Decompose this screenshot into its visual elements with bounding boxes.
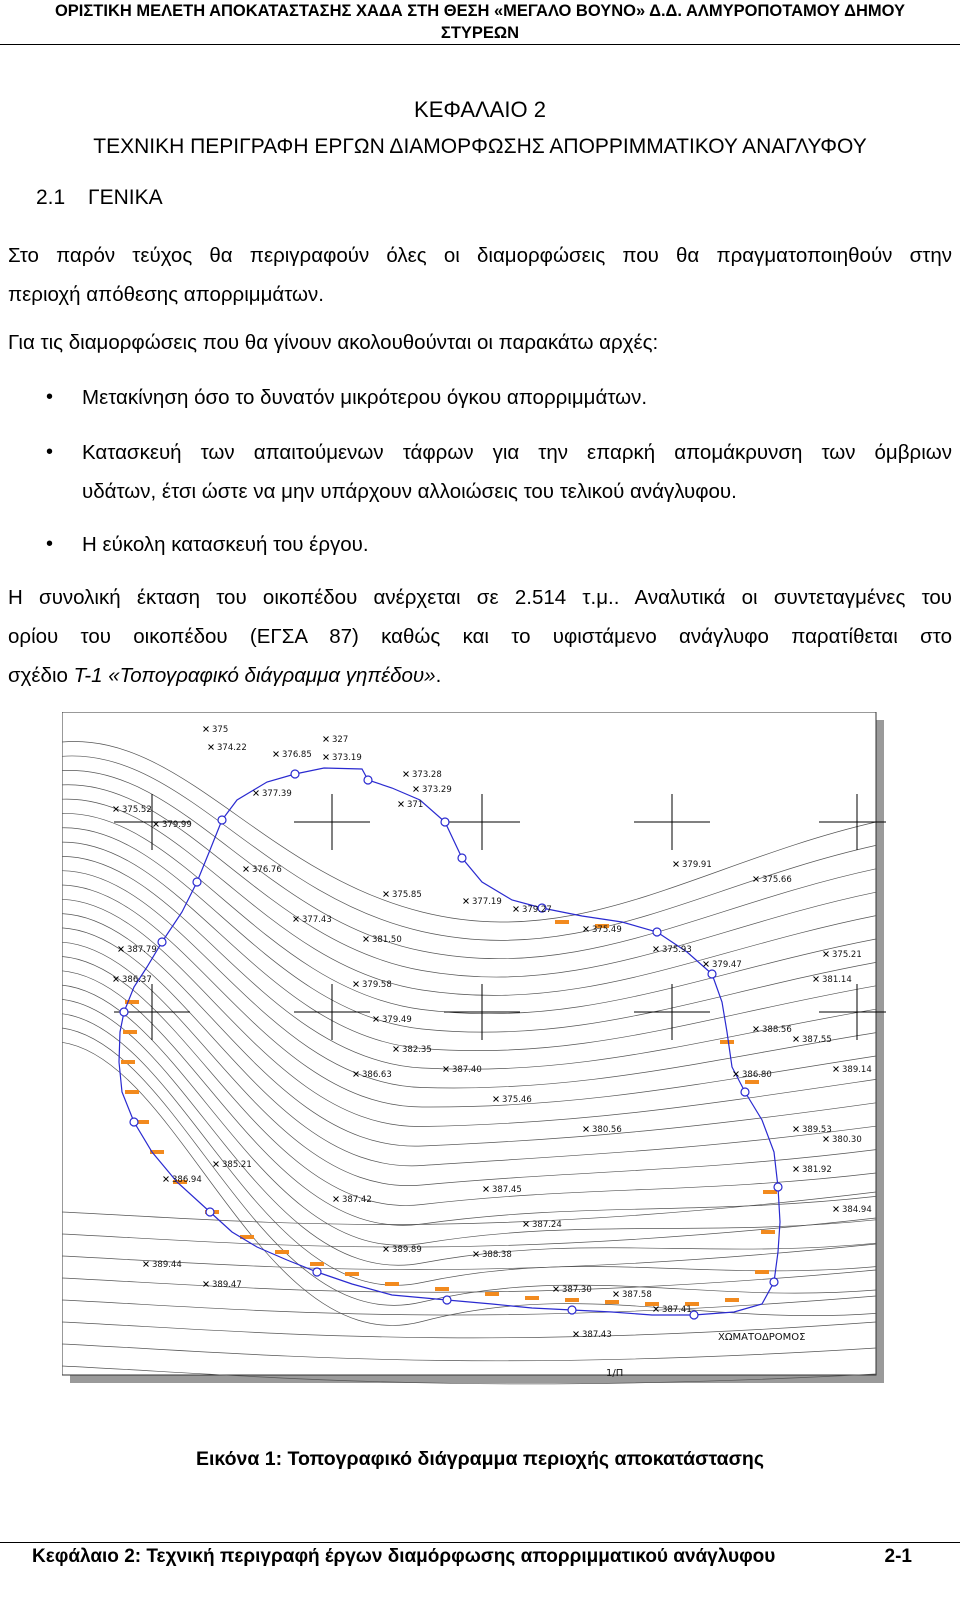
elevation-label: 386.63 xyxy=(362,1070,392,1080)
bullet-line: Η εύκολη κατασκευή του έργου. xyxy=(82,533,369,556)
elevation-label: 389.89 xyxy=(392,1245,422,1255)
elevation-label: 384.94 xyxy=(842,1205,872,1215)
elevation-label: 380.56 xyxy=(592,1125,622,1135)
elevation-label: 375.93 xyxy=(662,945,692,955)
ditch-segment xyxy=(275,1250,289,1254)
elevation-label: 382.35 xyxy=(402,1045,432,1055)
elevation-label: 379.49 xyxy=(382,1015,412,1025)
elevation-label: 389.53 xyxy=(802,1125,832,1135)
elevation-label: 375.21 xyxy=(832,950,862,960)
ditch-segment xyxy=(761,1230,775,1234)
elevation-label: 387.58 xyxy=(622,1290,652,1300)
elevation-label: 387.41 xyxy=(662,1305,692,1315)
elevation-label: 387.40 xyxy=(452,1065,482,1075)
ditch-segment xyxy=(125,1090,139,1094)
elevation-label: 375.66 xyxy=(762,875,792,885)
boundary-vertex xyxy=(291,770,299,778)
elevation-label: 379.99 xyxy=(162,820,192,830)
paragraph-principles: Για τις διαμορφώσεις που θα γίνουν ακολουθούνται οι παρακάτω αρχές: xyxy=(8,331,659,354)
elevation-label: 376.76 xyxy=(252,865,282,875)
elevation-label: 373.29 xyxy=(422,785,452,795)
paragraph-line: Στο παρόν τεύχος θα περιγραφούν όλες οι διαμορφώσεις που θα πραγματοποιηθούν στην xyxy=(8,244,952,267)
boundary-vertex xyxy=(158,938,166,946)
bullet-line: Μετακίνηση όσο το δυνατόν μικρότερου όγκου απορριμμάτων. xyxy=(82,386,648,409)
ditch-segment xyxy=(565,1298,579,1302)
sheet-label: 1/Π xyxy=(606,1368,624,1379)
elevation-label: 389.14 xyxy=(842,1065,872,1075)
elevation-label: 379.27 xyxy=(522,905,552,915)
elevation-label: 377.39 xyxy=(262,789,292,799)
boundary-vertex xyxy=(708,970,716,978)
map-border xyxy=(62,712,876,1375)
chapter-title: ΤΕΧΝΙΚΗ ΠΕΡΙΓΡΑΦΗ ΕΡΓΩΝ ΔΙΑΜΟΡΦΩΣΗΣ ΑΠΟΡΡΙΜΜΑΤΙΚΟΥ ΑΝΑΓΛΥΦΟΥ xyxy=(93,135,867,158)
elevation-label: 381.50 xyxy=(372,935,402,945)
bullet-item xyxy=(82,378,952,417)
boundary-vertex xyxy=(120,1008,128,1016)
ditch-segment xyxy=(720,1040,734,1044)
elevation-label: 376.85 xyxy=(282,750,312,760)
boundary-vertex xyxy=(193,878,201,886)
boundary-vertex xyxy=(568,1306,576,1314)
elevation-label: 375 xyxy=(212,725,229,735)
elevation-label: 387.43 xyxy=(582,1330,612,1340)
elevation-label: 374.22 xyxy=(217,743,247,753)
elevation-label: 377.19 xyxy=(472,897,502,907)
bullet-symbol: • xyxy=(46,386,54,408)
paragraph-area xyxy=(8,578,952,695)
header-divider xyxy=(0,44,960,45)
elevation-label: 386.94 xyxy=(172,1175,202,1185)
paragraph-text: σχέδιο xyxy=(8,664,74,687)
ditch-segment xyxy=(385,1282,399,1286)
topographic-map-figure xyxy=(62,712,886,1385)
boundary-vertex xyxy=(130,1118,138,1126)
ditch-segment xyxy=(123,1030,137,1034)
boundary-vertex xyxy=(653,928,661,936)
drawing-reference: Τ-1 «Τοπογραφικό διάγραμμα γηπέδου» xyxy=(73,664,436,687)
bullet-item xyxy=(82,433,952,511)
elevation-label: 387.30 xyxy=(562,1285,592,1295)
page-number: 2-1 xyxy=(884,1546,912,1567)
elevation-label: 387.79 xyxy=(127,945,157,955)
elevation-label: 387.24 xyxy=(532,1220,562,1230)
bullet-line: Κατασκευή των απαιτούμενων τάφρων για την επαρκή απομάκρυνση των όμβριων xyxy=(82,441,952,464)
elevation-label: 386.80 xyxy=(742,1070,772,1080)
elevation-label: 379.58 xyxy=(362,980,392,990)
elevation-label: 373.19 xyxy=(332,753,362,763)
figure-caption: Εικόνα 1: Τοπογραφικό διάγραμμα περιοχής αποκατάστασης xyxy=(195,1448,764,1470)
elevation-label: 375.49 xyxy=(592,925,622,935)
elevation-label: 375.46 xyxy=(502,1095,532,1105)
section-number: 2.1 xyxy=(36,186,66,209)
paragraph-line: Η συνολική έκταση του οικοπέδου ανέρχεται σε 2.514 τ.μ.. Αναλυτικά οι συντεταγμένες του xyxy=(8,586,952,609)
boundary-vertex xyxy=(364,776,372,784)
elevation-label: 377.43 xyxy=(302,915,332,925)
bullet-line: υδάτων, έτσι ώστε να μην υπάρχουν αλλοιώσεις του τελικού ανάγλυφου. xyxy=(82,480,737,503)
ditch-segment xyxy=(763,1190,777,1194)
elevation-label: 375.85 xyxy=(392,890,422,900)
elevation-label: 381.14 xyxy=(822,975,852,985)
ditch-segment xyxy=(605,1300,619,1304)
elevation-label: 375.52 xyxy=(122,805,152,815)
elevation-label: 388.38 xyxy=(482,1250,512,1260)
boundary-vertex xyxy=(206,1208,214,1216)
ditch-segment xyxy=(745,1080,759,1084)
elevation-label: 387.42 xyxy=(342,1195,372,1205)
page-header xyxy=(0,0,960,44)
boundary-vertex xyxy=(741,1088,749,1096)
elevation-label: 385.21 xyxy=(222,1160,252,1170)
elevation-label: 389.47 xyxy=(212,1280,242,1290)
boundary-vertex xyxy=(441,818,449,826)
paragraph-text: . xyxy=(435,664,442,687)
elevation-label: 327 xyxy=(332,735,349,745)
boundary-vertex xyxy=(774,1183,782,1191)
elevation-label: 371 xyxy=(407,800,424,810)
ditch-segment xyxy=(310,1262,324,1266)
paragraph-line: περιοχή απόθεσης απορριμμάτων. xyxy=(8,283,324,306)
topographic-map xyxy=(62,712,886,1385)
footer-divider xyxy=(0,1542,960,1543)
section-heading xyxy=(36,186,163,210)
section-title: ΓΕΝΙΚΑ xyxy=(88,186,163,209)
header-line-2: ΣΤΥΡΕΩΝ xyxy=(440,24,520,42)
elevation-label: 387.45 xyxy=(492,1185,522,1195)
ditch-segment xyxy=(645,1302,659,1306)
elevation-label: 379.47 xyxy=(712,960,742,970)
ditch-segment xyxy=(725,1298,739,1302)
ditch-segment xyxy=(525,1296,539,1300)
elevation-label: 381.92 xyxy=(802,1165,832,1175)
elevation-label: 389.44 xyxy=(152,1260,182,1270)
footer-chapter-title: Κεφάλαιο 2: Τεχνική περιγραφή έργων διαμόρφωσης απορριμματικού ανάγλυφου xyxy=(32,1546,776,1567)
elevation-label: 379.91 xyxy=(682,860,712,870)
ditch-segment xyxy=(345,1272,359,1276)
bullet-item xyxy=(82,525,952,564)
elevation-label: 373.28 xyxy=(412,770,442,780)
ditch-segment xyxy=(121,1060,135,1064)
paragraph-line: ορίου του οικοπέδου (ΕΓΣΑ 87) καθώς και το υφιστάμενο ανάγλυφο παρατίθεται στο xyxy=(8,625,952,648)
chapter-heading: ΚΕΦΑΛΑΙΟ 2 xyxy=(414,97,546,122)
bullet-symbol: • xyxy=(46,441,54,463)
ditch-segment xyxy=(555,920,569,924)
elevation-label: 388.56 xyxy=(762,1025,792,1035)
elevation-label: 380.30 xyxy=(832,1135,862,1145)
paragraph-line xyxy=(8,656,952,695)
boundary-vertex xyxy=(218,816,226,824)
ditch-segment xyxy=(435,1287,449,1291)
bullet-symbol: • xyxy=(46,533,54,555)
boundary-vertex xyxy=(458,854,466,862)
boundary-vertex xyxy=(313,1268,321,1276)
header-line-1: ΟΡΙΣΤΙΚΗ ΜΕΛΕΤΗ ΑΠΟΚΑΤΑΣΤΑΣΗΣ ΧΑΔΑ ΣΤΗ ΘΕΣΗ «ΜΕΓΑΛΟ ΒΟΥΝΟ» Δ.Δ. ΑΛΜΥΡΟΠΟΤΑΜΟΥ ΔΗΜΟΥ xyxy=(54,2,906,20)
elevation-label: 387.55 xyxy=(802,1035,832,1045)
road-label: ΧΩΜΑΤΟΔΡΟΜΟΣ xyxy=(718,1332,806,1343)
boundary-vertex xyxy=(443,1296,451,1304)
paragraph-intro xyxy=(8,236,952,314)
ditch-segment xyxy=(755,1270,769,1274)
boundary-vertex xyxy=(770,1278,778,1286)
elevation-label: 386.37 xyxy=(122,975,152,985)
ditch-segment xyxy=(485,1292,499,1296)
